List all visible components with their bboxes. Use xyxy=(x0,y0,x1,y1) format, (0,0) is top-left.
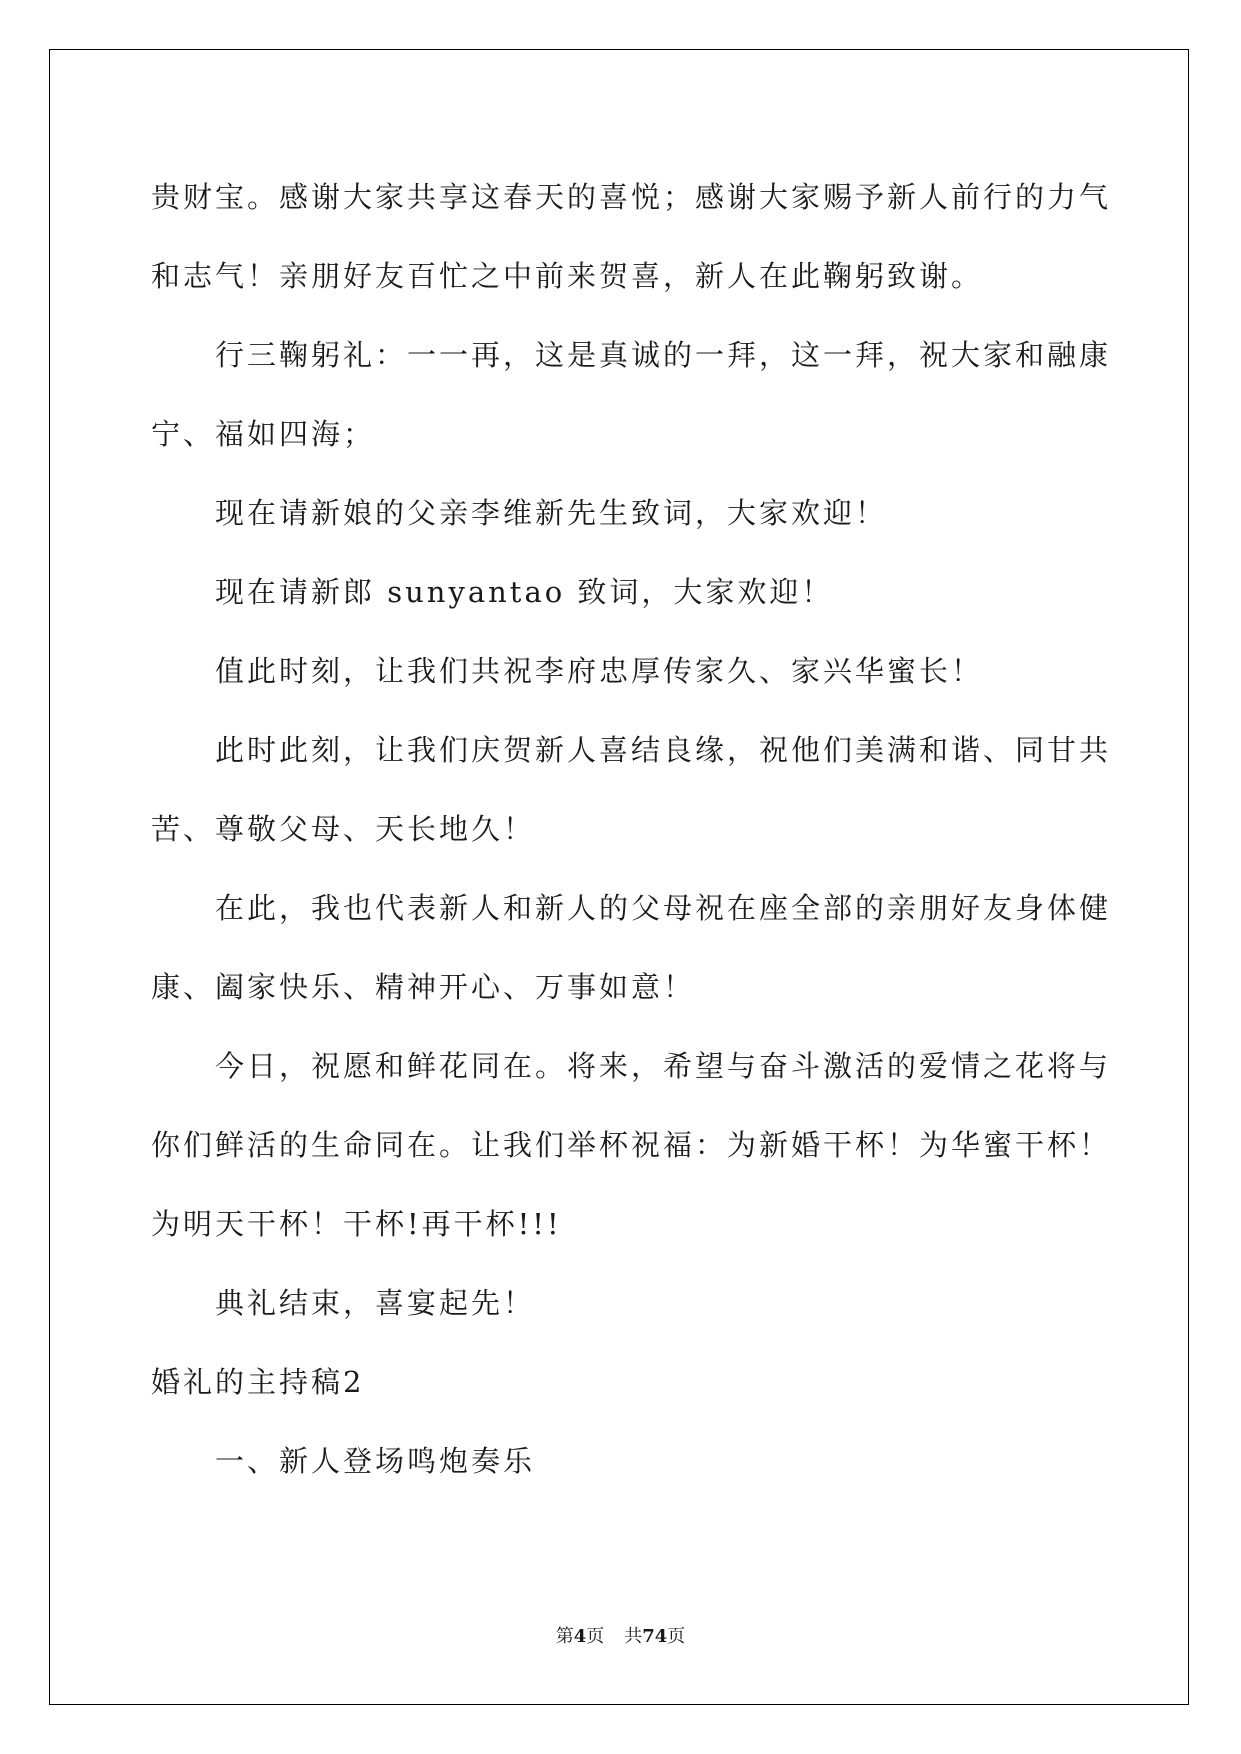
text-line: 宁、福如四海； xyxy=(151,417,376,451)
section-heading xyxy=(151,1343,1091,1422)
text-line: 为明天干杯！干杯!再干杯!!! xyxy=(151,1207,562,1241)
text-line: 贵财宝。感谢大家共享这春天的喜悦；感谢大家赐予新人前行的力气 xyxy=(151,180,1112,214)
total-prefix: 共 xyxy=(624,1626,643,1647)
page-footer xyxy=(0,1622,1241,1648)
total-suffix: 页 xyxy=(667,1626,686,1647)
text-line: 今日，祝愿和鲜花同在。将来，希望与奋斗激活的爱情之花将与 xyxy=(215,1049,1112,1083)
document-body xyxy=(151,158,1112,1501)
page-number: 4 xyxy=(573,1626,587,1647)
paragraph xyxy=(151,158,1112,316)
text-line: 现在请新郎 sunyantao 致词，大家欢迎！ xyxy=(215,575,834,609)
text-line: 你们鲜活的生命同在。让我们举杯祝福：为新婚干杯！为华蜜干杯！ xyxy=(151,1128,1112,1162)
text-line: 值此时刻，让我们共祝李府忠厚传家久、家兴华蜜长！ xyxy=(215,654,984,688)
page-prefix: 第 xyxy=(555,1626,574,1647)
paragraph xyxy=(151,1264,1091,1343)
text-line: 此时此刻，让我们庆贺新人喜结良缘，祝他们美满和谐、同甘共 xyxy=(215,733,1112,767)
text-line: 康、阖家快乐、精神开心、万事如意！ xyxy=(151,970,696,1004)
text-line: 典礼结束，喜宴起先！ xyxy=(215,1286,536,1320)
paragraph xyxy=(151,1027,1112,1264)
paragraph xyxy=(151,1422,1091,1501)
total-pages: 74 xyxy=(642,1626,668,1647)
page-suffix: 页 xyxy=(586,1626,605,1647)
text-line: 一、新人登场鸣炮奏乐 xyxy=(215,1444,536,1478)
text-line: 现在请新娘的父亲李维新先生致词，大家欢迎！ xyxy=(215,496,888,530)
paragraph xyxy=(151,316,1112,474)
text-line: 在此，我也代表新人和新人的父母祝在座全部的亲朋好友身体健 xyxy=(215,891,1112,925)
text-line: 行三鞠躬礼：一一再，这是真诚的一拜，这一拜，祝大家和融康 xyxy=(215,338,1112,372)
paragraph xyxy=(151,632,1091,711)
text-line: 苦、尊敬父母、天长地久！ xyxy=(151,812,536,846)
paragraph xyxy=(151,711,1112,869)
paragraph xyxy=(151,474,1091,553)
paragraph xyxy=(151,869,1112,1027)
text-line: 和志气！亲朋好友百忙之中前来贺喜，新人在此鞠躬致谢。 xyxy=(151,259,984,293)
text-line: 婚礼的主持稿2 xyxy=(151,1365,365,1399)
paragraph xyxy=(151,553,1091,632)
